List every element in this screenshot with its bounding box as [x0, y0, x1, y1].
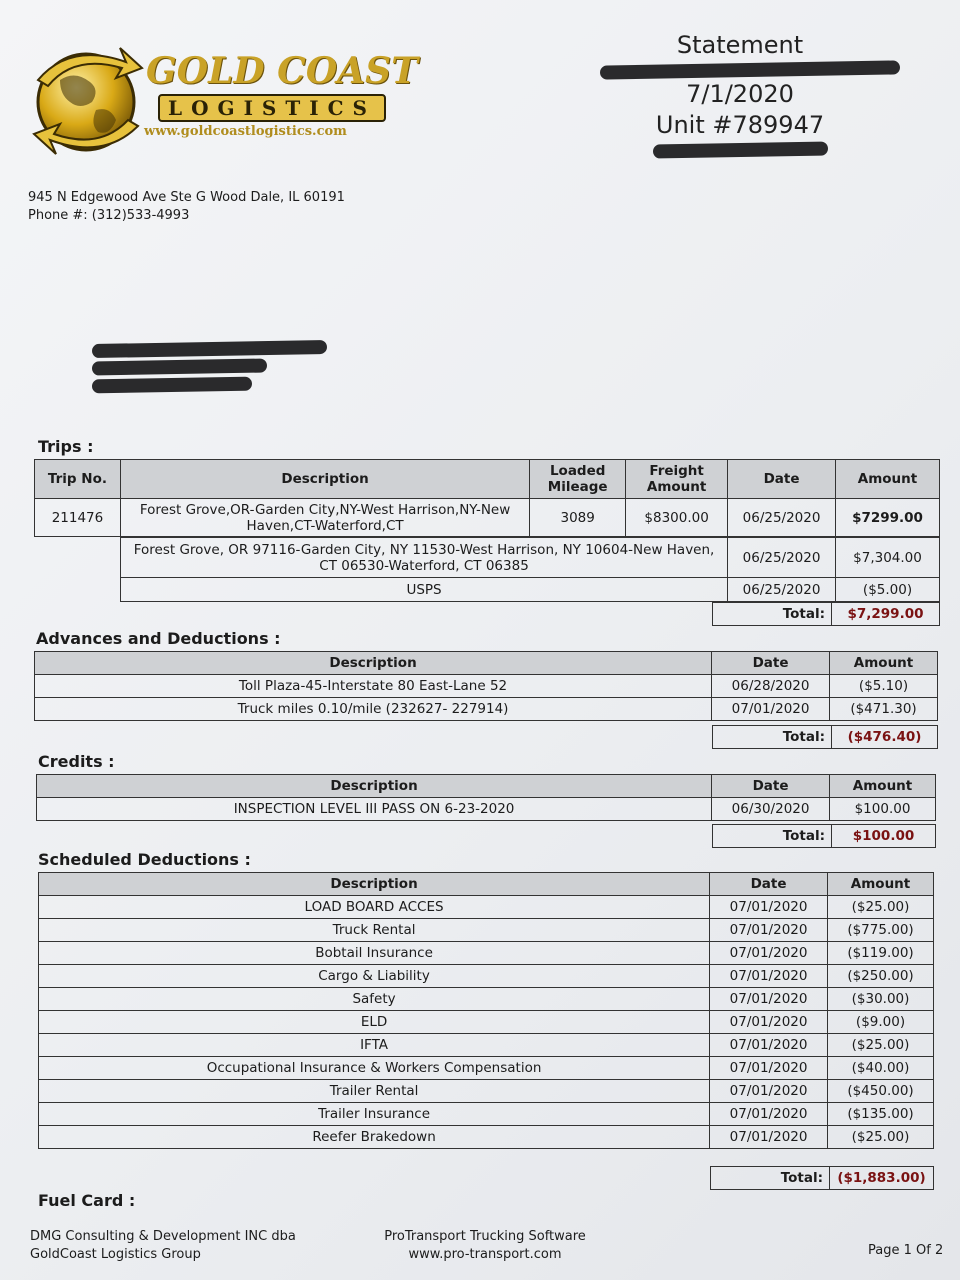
statement-header [600, 30, 880, 159]
row-amount: ($775.00) [828, 919, 934, 942]
header-date: Date [710, 873, 828, 896]
trip-no: 211476 [35, 499, 121, 537]
row-amount: ($5.10) [830, 675, 938, 698]
row-amount: ($135.00) [828, 1103, 934, 1126]
row-description: ELD [39, 1011, 710, 1034]
footer-company-line2: GoldCoast Logistics Group [30, 1247, 201, 1262]
subrow-amount: ($5.00) [836, 578, 940, 602]
header-loaded-mileage: Loaded Mileage [530, 460, 626, 499]
row-description: Bobtail Insurance [39, 942, 710, 965]
logo-title: GOLD COAST [146, 50, 418, 92]
advances-title: Advances and Deductions : [36, 629, 281, 648]
company-address [28, 189, 345, 225]
header-amount: Amount [836, 460, 940, 499]
row-description: Safety [39, 988, 710, 1011]
table-row [39, 896, 934, 919]
table-row [39, 1034, 934, 1057]
table-row [121, 578, 940, 602]
table-row [39, 1103, 934, 1126]
total-label: Total: [713, 726, 832, 749]
row-date: 06/28/2020 [712, 675, 830, 698]
logo-url: www.goldcoastlogistics.com [144, 124, 347, 139]
row-amount: ($40.00) [828, 1057, 934, 1080]
row-date: 07/01/2020 [710, 1126, 828, 1149]
loaded-mileage: 3089 [530, 499, 626, 537]
row-amount: ($250.00) [828, 965, 934, 988]
footer-software-name: ProTransport Trucking Software [384, 1229, 586, 1244]
fuel-card-title: Fuel Card : [38, 1191, 136, 1210]
trip-amount: $7299.00 [836, 499, 940, 537]
row-amount: ($119.00) [828, 942, 934, 965]
trip-date: 06/25/2020 [728, 499, 836, 537]
table-row [121, 538, 940, 578]
footer-software [370, 1228, 600, 1264]
row-date: 07/01/2020 [710, 896, 828, 919]
total-value: ($476.40) [832, 726, 938, 749]
header-description: Description [37, 775, 712, 798]
table-row [39, 988, 934, 1011]
company-logo [30, 40, 418, 165]
redacted-driver-name [652, 141, 827, 158]
total-label: Total: [711, 1167, 830, 1190]
redacted-company-name [600, 60, 900, 79]
header-description: Description [39, 873, 710, 896]
footer-company-line1: DMG Consulting & Development INC dba [30, 1229, 296, 1244]
scheduled-table [38, 872, 934, 1149]
row-date: 07/01/2020 [710, 1103, 828, 1126]
row-date: 07/01/2020 [710, 1034, 828, 1057]
header-freight-amount: Freight Amount [626, 460, 728, 499]
row-description: Trailer Rental [39, 1080, 710, 1103]
table-row [35, 499, 940, 537]
scheduled-total [710, 1166, 934, 1190]
header-date: Date [712, 775, 830, 798]
header-description: Description [35, 652, 712, 675]
table-row [39, 1126, 934, 1149]
redacted-recipient-address [92, 338, 327, 396]
address-line: 945 N Edgewood Ave Ste G Wood Dale, IL 60191 [28, 190, 345, 205]
subrow-description: Forest Grove, OR 97116-Garden City, NY 11530-West Harrison, NY 10604-New Haven, CT 06530-Waterford, CT 06385 [121, 538, 728, 578]
row-description: IFTA [39, 1034, 710, 1057]
row-amount: ($25.00) [828, 1034, 934, 1057]
row-description: INSPECTION LEVEL III PASS ON 6-23-2020 [37, 798, 712, 821]
trips-title: Trips : [38, 437, 94, 456]
credits-table [36, 774, 936, 821]
header-description: Description [120, 460, 529, 499]
row-amount: ($450.00) [828, 1080, 934, 1103]
page-number: Page 1 Of 2 [868, 1243, 944, 1258]
row-amount: ($30.00) [828, 988, 934, 1011]
subrow-date: 06/25/2020 [728, 578, 836, 602]
header-amount: Amount [830, 652, 938, 675]
row-date: 07/01/2020 [710, 919, 828, 942]
row-amount: $100.00 [830, 798, 936, 821]
total-value: $7,299.00 [832, 603, 940, 626]
trip-description: Forest Grove,OR-Garden City,NY-West Harrison,NY-New Haven,CT-Waterford,CT [120, 499, 529, 537]
row-amount: ($471.30) [830, 698, 938, 721]
row-date: 07/01/2020 [710, 988, 828, 1011]
row-description: Trailer Insurance [39, 1103, 710, 1126]
row-amount: ($9.00) [828, 1011, 934, 1034]
row-date: 07/01/2020 [710, 1011, 828, 1034]
trips-table [34, 459, 940, 537]
row-amount: ($25.00) [828, 1126, 934, 1149]
header-amount: Amount [828, 873, 934, 896]
row-description: Truck miles 0.10/mile (232627- 227914) [35, 698, 712, 721]
header-trip-no: Trip No. [35, 460, 121, 499]
row-date: 07/01/2020 [710, 965, 828, 988]
table-row [39, 1057, 934, 1080]
table-row [39, 1011, 934, 1034]
table-row [39, 919, 934, 942]
subrow-amount: $7,304.00 [836, 538, 940, 578]
header-date: Date [728, 460, 836, 499]
row-description: Truck Rental [39, 919, 710, 942]
subrow-description: USPS [121, 578, 728, 602]
table-row [35, 698, 938, 721]
row-description: Toll Plaza-45-Interstate 80 East-Lane 52 [35, 675, 712, 698]
header-amount: Amount [830, 775, 936, 798]
table-row [35, 675, 938, 698]
advances-table [34, 651, 938, 721]
row-description: LOAD BOARD ACCES [39, 896, 710, 919]
logo-subtitle: LOGISTICS [158, 94, 386, 122]
advances-total [712, 725, 938, 749]
globe-arrow-icon [30, 40, 148, 162]
table-row [37, 798, 936, 821]
subrow-date: 06/25/2020 [728, 538, 836, 578]
credits-total [712, 824, 936, 848]
row-date: 07/01/2020 [710, 1080, 828, 1103]
scheduled-title: Scheduled Deductions : [38, 850, 251, 869]
row-date: 06/30/2020 [712, 798, 830, 821]
row-date: 07/01/2020 [710, 1057, 828, 1080]
freight-amount: $8300.00 [626, 499, 728, 537]
row-description: Occupational Insurance & Workers Compensation [39, 1057, 710, 1080]
redacted-line [92, 358, 267, 375]
row-date: 07/01/2020 [710, 942, 828, 965]
header-date: Date [712, 652, 830, 675]
statement-title: Statement [676, 31, 804, 59]
total-value: ($1,883.00) [830, 1167, 934, 1190]
footer-company [30, 1228, 296, 1264]
redacted-line [92, 340, 327, 358]
unit-number: Unit #789947 [655, 111, 825, 139]
phone-line: Phone #: (312)533-4993 [28, 208, 190, 223]
table-row [39, 965, 934, 988]
credits-title: Credits : [38, 752, 115, 771]
row-date: 07/01/2020 [712, 698, 830, 721]
total-value: $100.00 [832, 825, 936, 848]
footer-software-url: www.pro-transport.com [408, 1247, 562, 1262]
row-amount: ($25.00) [828, 896, 934, 919]
total-label: Total: [713, 825, 832, 848]
total-label: Total: [713, 603, 832, 626]
trip-subrows-table [120, 537, 940, 602]
table-row [39, 1080, 934, 1103]
statement-date: 7/1/2020 [686, 80, 794, 108]
row-description: Cargo & Liability [39, 965, 710, 988]
trips-total [712, 602, 940, 626]
table-row [39, 942, 934, 965]
row-description: Reefer Brakedown [39, 1126, 710, 1149]
redacted-line [92, 377, 252, 394]
